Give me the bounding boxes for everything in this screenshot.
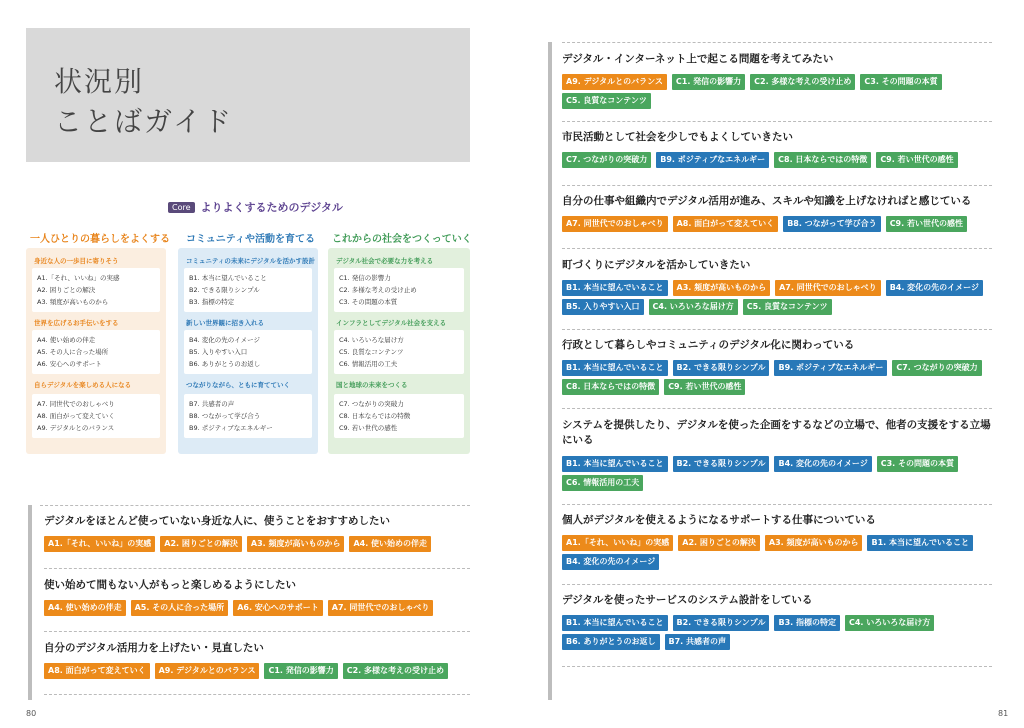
tag-list	[562, 456, 992, 491]
guide-item: C4. いろいろな届け方	[339, 336, 404, 344]
guide-tag[interactable]: A8. 面白がって変えていく	[673, 216, 779, 232]
guide-tag[interactable]: C1. 発信の影響力	[264, 663, 337, 679]
column-heading-a: 一人ひとりの暮らしをよくする	[30, 234, 170, 245]
guide-tag[interactable]: B1. 本当に望んでいること	[867, 535, 973, 551]
scenario-title: 使い始めて間もない人がもっと楽しめるようにしたい	[44, 579, 296, 591]
divider	[40, 505, 470, 506]
guide-tag[interactable]: C7. つながりの突破力	[892, 360, 981, 376]
guide-item: B7. 共感者の声	[189, 400, 235, 408]
group-subheading: 自らデジタルを楽しめる人になる	[34, 381, 132, 389]
group-subheading: 身近な人の一歩目に寄りそう	[34, 257, 119, 265]
guide-tag[interactable]: A8. 面白がって変えていく	[44, 663, 150, 679]
guide-tag[interactable]: A9. デジタルとのバランス	[562, 74, 667, 90]
guide-item: A5. その人に合った場所	[37, 348, 109, 356]
group-subheading: コミュニティの未来にデジタルを活かす設計	[186, 257, 315, 265]
side-bar-right	[548, 42, 552, 700]
divider	[44, 694, 470, 695]
guide-item: B9. ポジティブなエネルギー	[189, 424, 273, 432]
column-c	[328, 248, 470, 454]
group-subheading: 世界を広げるお手伝いをする	[34, 319, 119, 327]
guide-tag[interactable]: B1. 本当に望んでいること	[562, 615, 668, 631]
guide-item: C1. 発信の影響力	[339, 274, 391, 282]
guide-item: B2. できる限りシンプル	[189, 286, 260, 294]
guide-item: C3. その問題の本質	[339, 298, 398, 306]
scenario-title: 個人がデジタルを使えるようになるサポートする仕事についている	[562, 514, 876, 526]
guide-item: B6. ありがとうのお返し	[189, 360, 261, 368]
guide-item: A9. デジタルとのバランス	[37, 424, 115, 432]
group-subheading: インフラとしてデジタル社会を支える	[336, 319, 447, 327]
guide-item: A4. 使い始めの伴走	[37, 336, 96, 344]
guide-tag[interactable]: A3. 頻度が高いものから	[673, 280, 771, 296]
guide-item: B4. 変化の先のイメージ	[189, 336, 261, 344]
group-item-card	[32, 268, 160, 312]
guide-tag[interactable]: C4. いろいろな届け方	[845, 615, 934, 631]
column-heading-c: これからの社会をつくっていく	[332, 234, 472, 245]
scenario-title: 行政として暮らしやコミュニティのデジタル化に関わっている	[562, 339, 855, 351]
guide-tag[interactable]: B4. 変化の先のイメージ	[774, 456, 871, 472]
group-item-card	[334, 330, 464, 374]
guide-tag[interactable]: A2. 困りごとの解決	[678, 535, 760, 551]
guide-item: B3. 指標の特定	[189, 298, 235, 306]
group-item-card	[334, 394, 464, 438]
guide-item: A1.「それ、いいね」の実感	[37, 274, 120, 282]
scenario-title: デジタルをほとんど使っていない身近な人に、使うことをおすすめしたい	[44, 515, 390, 527]
guide-tag[interactable]: B1. 本当に望んでいること	[562, 456, 668, 472]
guide-item: B8. つながって学び合う	[189, 412, 261, 420]
guide-tag[interactable]: B8. つながって学び合う	[783, 216, 881, 232]
right-page	[512, 0, 1024, 728]
divider	[562, 329, 992, 330]
guide-tag[interactable]: C9. 若い世代の感性	[664, 379, 745, 395]
column-a	[26, 248, 166, 454]
divider	[562, 42, 992, 43]
guide-tag[interactable]: C7. つながりの突破力	[562, 152, 651, 168]
guide-tag[interactable]: C4. いろいろな届け方	[649, 299, 738, 315]
column-b	[178, 248, 318, 454]
scenario-title: システムを提供したり、デジタルを使った企画をするなどの立場で、他者の支援をする立場にいる	[562, 419, 991, 446]
group-subheading: 国と地球の未来をつくる	[336, 381, 408, 389]
core-title: よりよくするためのデジタル	[200, 201, 343, 214]
guide-tag[interactable]: A3. 頻度が高いものから	[247, 536, 345, 552]
guide-tag[interactable]: C6. 情報活用の工夫	[562, 475, 643, 491]
guide-tag[interactable]: B4. 変化の先のイメージ	[562, 554, 659, 570]
guide-tag[interactable]: A2. 困りごとの解決	[160, 536, 242, 552]
divider	[562, 121, 992, 122]
tag-list	[562, 360, 992, 395]
guide-tag[interactable]: C5. 良質なコンテンツ	[743, 299, 832, 315]
guide-tag[interactable]: C5. 良質なコンテンツ	[562, 93, 651, 109]
guide-tag[interactable]: A4. 使い始めの伴走	[44, 600, 126, 616]
tag-list	[562, 74, 992, 109]
scenario-title: 自分のデジタル活用力を上げたい・見直したい	[44, 642, 264, 654]
side-bar	[28, 505, 32, 700]
guide-tag[interactable]: B2. できる限りシンプル	[673, 456, 770, 472]
group-item-card	[32, 394, 160, 438]
guide-tag[interactable]: A9. デジタルとのバランス	[155, 663, 260, 679]
scenario-title: デジタルを使ったサービスのシステム設計をしている	[562, 594, 813, 606]
guide-tag[interactable]: A4. 使い始めの伴走	[349, 536, 431, 552]
guide-item: C6. 情報活用の工夫	[339, 360, 398, 368]
guide-tag[interactable]: C2. 多様な考えの受け止め	[343, 663, 448, 679]
title-box	[26, 28, 470, 162]
tag-list	[562, 152, 992, 168]
guide-item: C7. つながりの突破力	[339, 400, 404, 408]
divider	[562, 185, 992, 186]
guide-tag[interactable]: B4. 変化の先のイメージ	[886, 280, 983, 296]
guide-tag[interactable]: C8. 日本ならではの特徴	[562, 379, 659, 395]
tag-list	[562, 216, 992, 232]
guide-tag[interactable]: C3. その問題の本質	[877, 456, 958, 472]
tag-list	[562, 280, 992, 315]
tag-list	[44, 536, 470, 552]
group-item-card	[184, 394, 312, 438]
guide-tag[interactable]: B6. ありがとうのお返し	[562, 634, 660, 650]
guide-item: A2. 困りごとの解決	[37, 286, 96, 294]
page-number-left: 80	[26, 709, 37, 718]
guide-item: B1. 本当に望んでいること	[189, 274, 267, 282]
page-title-line2: ことばガイド	[54, 105, 234, 138]
divider	[562, 248, 992, 249]
guide-tag[interactable]: B2. できる限りシンプル	[673, 615, 770, 631]
tag-list	[562, 535, 992, 570]
guide-tag[interactable]: C9. 若い世代の感性	[886, 216, 967, 232]
group-subheading: 新しい世界観に招き入れる	[186, 319, 264, 327]
guide-item: A3. 頻度が高いものから	[37, 298, 109, 306]
group-item-card	[184, 330, 312, 374]
guide-tag[interactable]: B2. できる限りシンプル	[673, 360, 770, 376]
guide-tag[interactable]: A7. 同世代でのおしゃべり	[775, 280, 881, 296]
guide-tag[interactable]: C9. 若い世代の感性	[876, 152, 957, 168]
group-item-card	[184, 268, 312, 312]
core-badge: Core	[168, 202, 195, 213]
scenario-title: 市民活動として社会を少しでもよくしていきたい	[562, 131, 793, 143]
guide-item: A6. 安心へのサポート	[37, 360, 102, 368]
tag-list	[44, 600, 470, 616]
divider	[562, 408, 992, 409]
guide-item: C9. 若い世代の感性	[339, 424, 398, 432]
divider	[562, 666, 992, 667]
core-heading	[168, 199, 343, 215]
scenario-title: 自分の仕事や組織内でデジタル活用が進み、スキルや知識を上げなければと感じている	[562, 195, 972, 207]
group-subheading: デジタル社会で必要な力を考える	[336, 257, 434, 265]
tag-list	[44, 663, 470, 679]
guide-tag[interactable]: C1. 発信の影響力	[672, 74, 745, 90]
divider	[562, 504, 992, 505]
guide-tag[interactable]: A3. 頻度が高いものから	[765, 535, 863, 551]
guide-tag[interactable]: A6. 安心へのサポート	[233, 600, 323, 616]
guide-tag[interactable]: B9. ポジティブなエネルギー	[656, 152, 769, 168]
guide-tag[interactable]: A7. 同世代でのおしゃべり	[562, 216, 668, 232]
guide-tag[interactable]: B7. 共感者の声	[665, 634, 731, 650]
page-number-right: 81	[998, 709, 1009, 718]
tag-list	[562, 615, 992, 650]
guide-tag[interactable]: B5. 入りやすい入口	[562, 299, 644, 315]
scenario-title: デジタル・インターネット上で起こる問題を考えてみたい	[562, 53, 834, 65]
group-item-card	[334, 268, 464, 312]
divider	[562, 584, 992, 585]
guide-item: A7. 同世代でのおしゃべり	[37, 400, 115, 408]
guide-tag[interactable]: A7. 同世代でのおしゃべり	[328, 600, 434, 616]
guide-item: B5. 入りやすい入口	[189, 348, 248, 356]
page-title-line1: 状況別	[54, 65, 145, 98]
guide-tag[interactable]: B1. 本当に望んでいること	[562, 360, 668, 376]
guide-tag[interactable]: A1.「それ、いいね」の実感	[562, 535, 673, 551]
guide-item: C5. 良質なコンテンツ	[339, 348, 404, 356]
column-heading-b: コミュニティや活動を育てる	[186, 234, 315, 245]
divider	[44, 568, 470, 569]
guide-tag[interactable]: A5. その人に合った場所	[131, 600, 229, 616]
guide-tag[interactable]: C8. 日本ならではの特徴	[774, 152, 871, 168]
group-item-card	[32, 330, 160, 374]
guide-item: C2. 多様な考えの受け止め	[339, 286, 417, 294]
group-subheading: つながりながら、ともに育てていく	[186, 381, 290, 389]
guide-tag[interactable]: C2. 多様な考えの受け止め	[750, 74, 855, 90]
guide-tag[interactable]: B3. 指標の特定	[774, 615, 840, 631]
guide-item: A8. 面白がって変えていく	[37, 412, 115, 420]
guide-item: C8. 日本ならではの特徴	[339, 412, 411, 420]
guide-tag[interactable]: B1. 本当に望んでいること	[562, 280, 668, 296]
guide-tag[interactable]: B9. ポジティブなエネルギー	[774, 360, 887, 376]
divider	[44, 631, 470, 632]
guide-tag[interactable]: A1.「それ、いいね」の実感	[44, 536, 155, 552]
guide-tag[interactable]: C3. その問題の本質	[860, 74, 941, 90]
scenario-title: 町づくりにデジタルを活かしていきたい	[562, 259, 751, 271]
